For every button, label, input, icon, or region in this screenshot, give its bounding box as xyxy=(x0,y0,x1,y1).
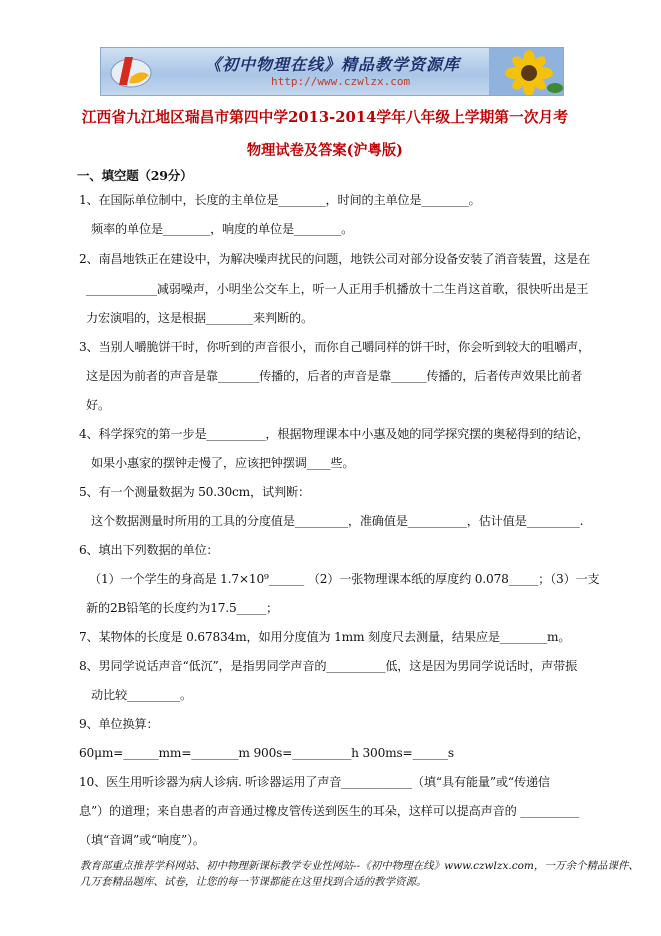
question-line: 如果小惠家的摆钟走慢了，应该把钟摆调____些。 xyxy=(91,456,355,470)
question-line: 这是因为前者的声音是靠_______传播的，后者的声音是靠______传播的，后者传声效果比前者 xyxy=(86,369,583,383)
footer-line1: 教育部重点推荐学科网站、初中物理新课标教学专业性网站--《初中物理在线》www.czwlzx.com，一万余个精品课件、 xyxy=(80,860,639,872)
question-line: 好。 xyxy=(86,398,110,412)
question-line: 新的2B铅笔的长度约为17.5_____； xyxy=(86,601,278,615)
page-title-line2: 物理试卷及答案(沪粤版) xyxy=(246,142,403,159)
question-line: 这个数据测量时所用的工具的分度值是_________，准确值是__________，估计值是_________. xyxy=(91,514,584,528)
question-line: 8、男同学说话声音“低沉”，是指男同学声音的__________低，这是因为男同学说话时，声带振 xyxy=(79,659,578,673)
question-line: 7、某物体的长度是 0.67834m，如用分度值为 1mm 刻度尺去测量，结果应是________m。 xyxy=(79,630,571,644)
question-line: 息”）的道理；来自患者的声音通过橡皮管传送到医生的耳朵，这样可以提高声音的 __________ xyxy=(79,804,580,818)
question-line: 2、南昌地铁正在建设中，为解决噪声扰民的问题，地铁公司对部分设备安装了消音装置，这是在 xyxy=(79,252,591,266)
question-line: （填“音调”或“响度”）。 xyxy=(79,833,205,847)
question-line: 10、医生用听诊器为病人诊病. 听诊器运用了声音____________（填“具有能量”或“传递信 xyxy=(79,775,550,789)
section-heading: 一、填空题（29分） xyxy=(77,168,193,183)
question-line: 5、有一个测量数据为 50.30cm，试判断： xyxy=(79,485,310,499)
question-line: 力宏演唱的，这是根据________来判断的。 xyxy=(86,311,313,325)
banner-title: 《初中物理在线》精品教学资源库 xyxy=(205,55,461,74)
sunflower-icon xyxy=(489,48,563,95)
question-line: 60μm=______mm=________m 900s=__________h 300ms=______s xyxy=(79,746,454,760)
question-line: 9、单位换算： xyxy=(79,717,159,731)
logo-icon xyxy=(107,51,155,91)
question-line: 4、科学探究的第一步是__________，根据物理课本中小惠及她的同学探究摆的奥秘得到的结论， xyxy=(79,427,590,441)
banner-image xyxy=(100,47,564,96)
question-line: 1、在国际单位制中，长度的主单位是________，时间的主单位是________。 xyxy=(79,193,481,207)
footer-line2: 几万套精品题库、试卷，让您的每一节课都能在这里找到合适的教学资源。 xyxy=(80,876,427,888)
question-line: 动比较_________。 xyxy=(91,688,192,702)
question-line: 3、当别人嚼脆饼干时，你听到的声音很小，而你自己嚼同样的饼干时，你会听到较大的咀嚼声， xyxy=(79,340,591,354)
question-line: （1）一个学生的身高是 1.7×10⁹______ （2）一张物理课本纸的厚度约 0.078_____；（3）一支 xyxy=(89,572,600,586)
page-title-line1: 江西省九江地区瑞昌市第四中学2013-2014学年八年级上学期第一次月考 xyxy=(81,108,569,126)
question-line: ____________减弱噪声，小明坐公交车上，听一人正用手机播放十二生肖这首歌，很快听出是王 xyxy=(86,282,589,296)
question-line: 频率的单位是________，响度的单位是________。 xyxy=(91,222,354,236)
question-line: 6、填出下列数据的单位： xyxy=(79,543,219,557)
banner-url[interactable]: http://www.czwlzx.com xyxy=(271,75,411,88)
